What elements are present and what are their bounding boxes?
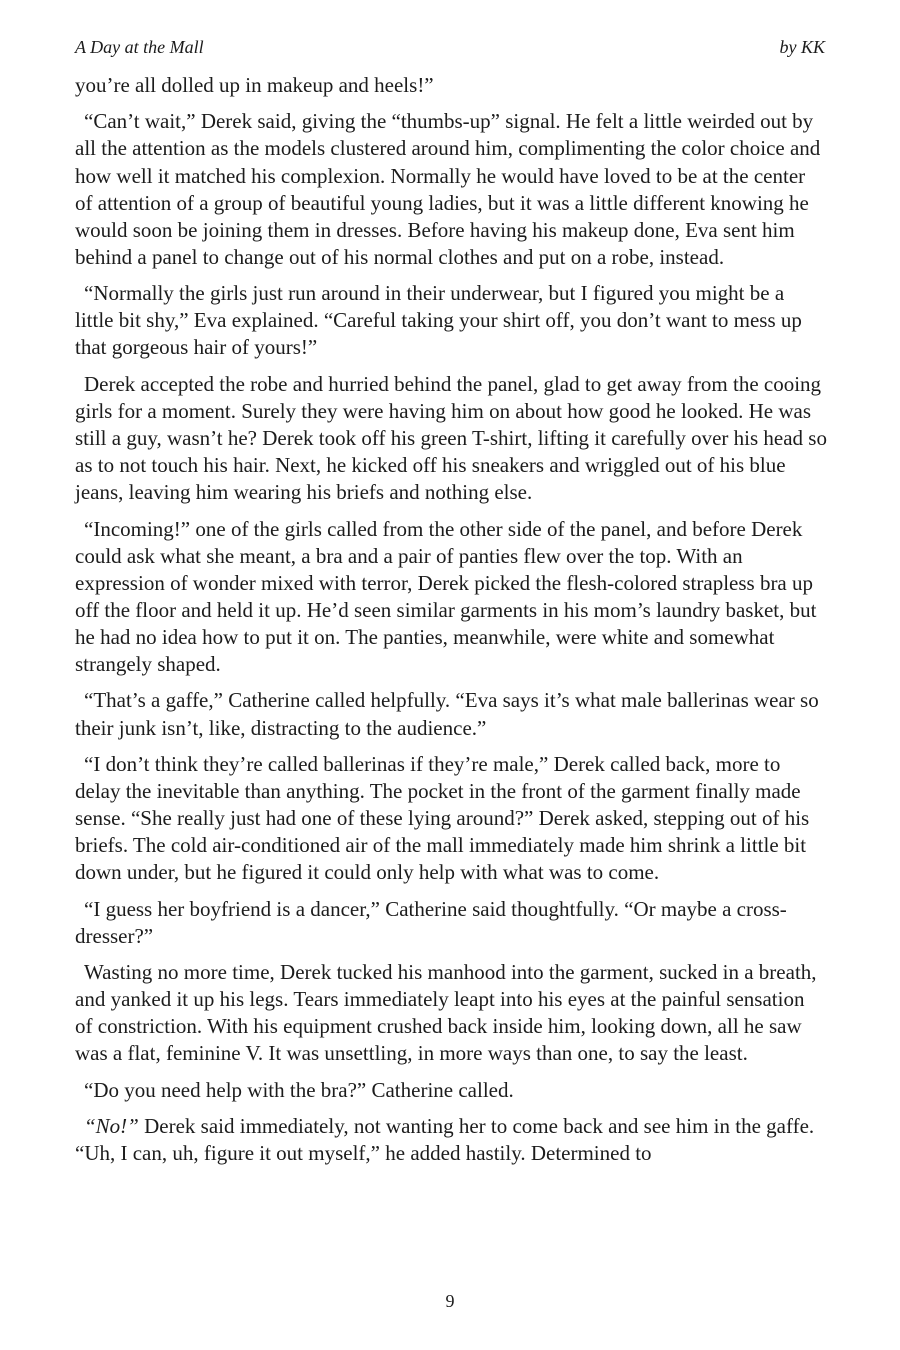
paragraph: “That’s a gaffe,” Catherine called helpfully. “Eva says it’s what male ballerinas wear so their junk isn’t, like, distracting to the audience.”: [75, 688, 819, 740]
running-header: [75, 36, 825, 58]
paragraph: “Normally the girls just run around in their underwear, but I figured you might be a little bit shy,” Eva explained. “Careful taking your shirt off, you don’t want to mess up that gorgeous hair of yours!”: [75, 281, 802, 360]
paragraph: Derek accepted the robe and hurried behind the panel, glad to get away from the cooing girls for a moment. Surely they were having him on about how good he looked. He was still a guy, wasn’t he? Derek took off his green T-shirt, lifting it carefully over his head so as to not touch his hair. Next, he kicked off his sneakers and wriggled out of his blue jeans, leaving him wearing his briefs and nothing else.: [75, 371, 827, 505]
paragraph-continuation: Derek said immediately, not wanting her to come back and see him in the gaffe. “Uh, I can, uh, figure it out myself,” he added hastily. Determined to: [75, 1114, 815, 1166]
page-number: 9: [445, 1291, 455, 1311]
paragraph: Wasting no more time, Derek tucked his manhood into the garment, sucked in a breath, and yanked it up his legs. Tears immediately leapt into his eyes at the painful sensation of constriction. With his equipment crushed back inside him, looking down, all he saw was a flat, feminine V. It was unsettling, in more ways than one, to say the least.: [75, 960, 817, 1066]
paragraph: “Do you need help with the bra?” Catherine called.: [84, 1077, 514, 1102]
paragraph: “Can’t wait,” Derek said, giving the “thumbs-up” signal. He felt a little weirded out by all the attention as the models clustered around him, complimenting the color choice and how well it matched his complexion. Normally he would have loved to be at the center of attention of a group of beautiful young ladies, but it was a little different knowing he would soon be joining them in dresses. Before having his makeup done, Eva sent him behind a panel to change out of his normal clothes and put on a robe, instead.: [75, 109, 821, 269]
body-text: [75, 72, 827, 1177]
author-credit: by KK: [779, 37, 825, 57]
paragraph: “I guess her boyfriend is a dancer,” Catherine said thoughtfully. “Or maybe a cross-dresser?”: [75, 896, 787, 948]
book-title: A Day at the Mall: [75, 37, 204, 57]
paragraph: you’re all dolled up in makeup and heels!”: [75, 73, 434, 97]
paragraph: “I don’t think they’re called ballerinas if they’re male,” Derek called back, more to delay the inevitable than anything. The pocket in the front of the garment finally made sense. “She really just had one of these lying around?” Derek asked, stepping out of his briefs. The cold air-conditioned air of the mall immediately made him shrink a little bit down under, but he figured it could only help with what was to come.: [75, 751, 810, 885]
paragraph: “Incoming!” one of the girls called from the other side of the panel, and before Derek could ask what she meant, a bra and a pair of panties flew over the top. With an expression of wonder mixed with terror, Derek picked the flesh-colored strapless bra up off the floor and held it up. He’d seen similar garments in his mom’s laundry basket, but he had no idea how to put it on. The panties, meanwhile, were white and somewhat strangely shaped.: [75, 516, 817, 677]
italic-exclamation: “No!”: [84, 1114, 139, 1139]
paragraph: [75, 1113, 827, 1167]
